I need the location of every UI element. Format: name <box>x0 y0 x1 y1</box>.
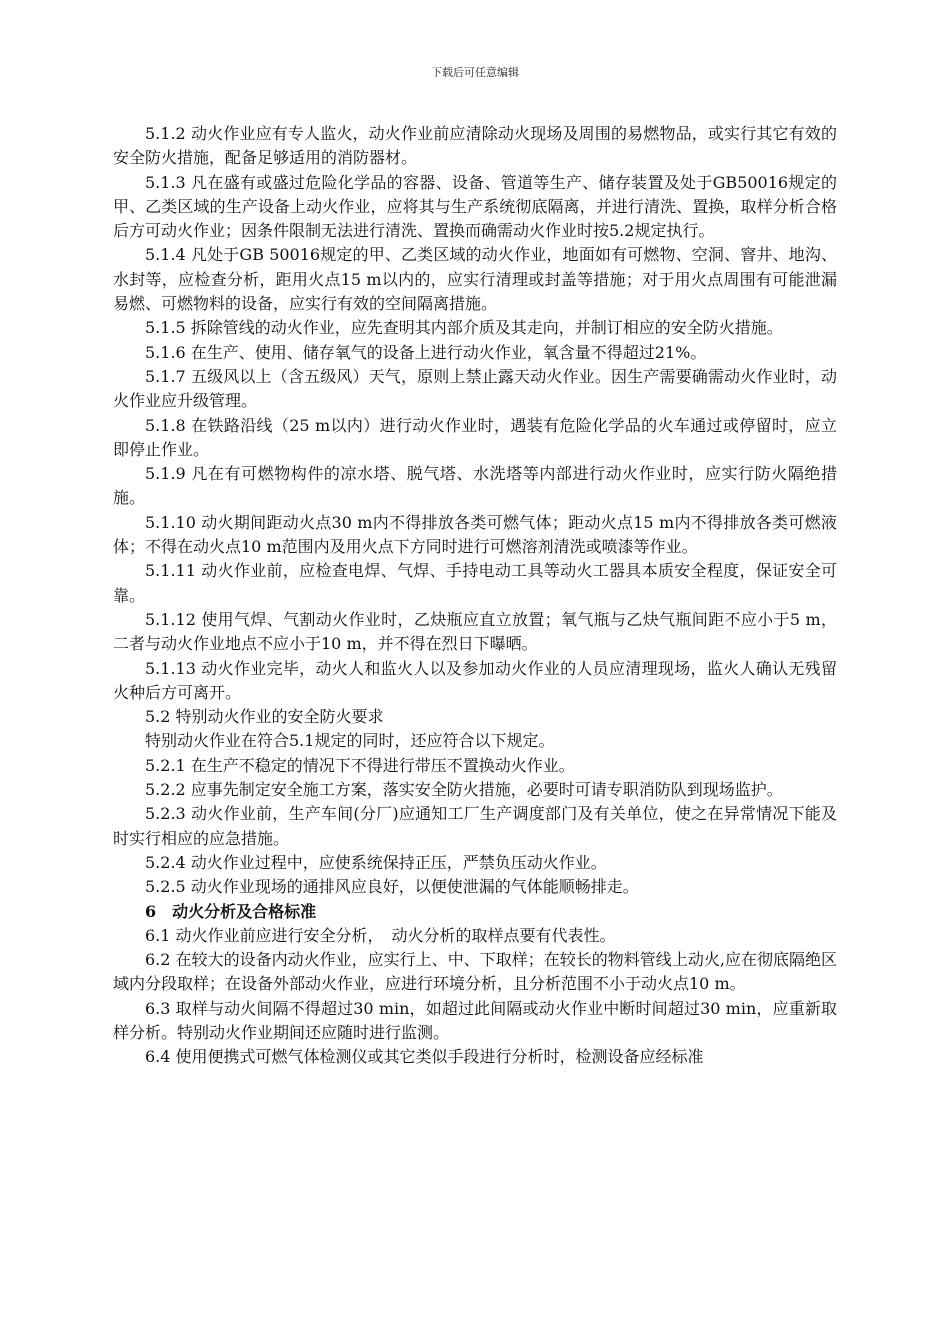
page-header: 下载后可任意编辑 <box>431 66 519 79</box>
clause-5-2-5: 5.2.5 动火作业现场的通排风应良好，以便使泄漏的气体能顺畅排走。 <box>145 877 639 897</box>
clause-5-1-7: 5.1.7 五级风以上（含五级风）天气，原则上禁止露天动火作业。因生产需要确需动火作业时，动火作业应升级管理。 <box>113 366 837 411</box>
clause-5-2-2: 5.2.2 应事先制定安全施工方案，落实安全防火措施，必要时可请专职消防队到现场监护。 <box>145 780 783 800</box>
clause-5-1-12: 5.1.12 使用气焊、气割动火作业时，乙炔瓶应直立放置；氧气瓶与乙炔气瓶间距不应小于5 m，二者与动火作业地点不应小于10 m，并不得在烈日下曝晒。 <box>113 609 837 654</box>
clause-5-1-10: 5.1.10 动火期间距动火点30 m内不得排放各类可燃气体；距动火点15 m内不得排放各类可燃液体；不得在动火点10 m范围内及用火点下方同时进行可燃溶剂清洗或喷漆等作业。 <box>113 512 837 557</box>
section-5-2-intro: 特别动火作业在符合5.1规定的同时，还应符合以下规定。 <box>145 731 555 751</box>
clause-6-2: 6.2 在较大的设备内动火作业，应实行上、中、下取样；在较长的物料管线上动火,应在彻底隔绝区域内分段取样；在设备外部动火作业，应进行环境分析，且分析范围不小于动火点10 m。 <box>113 950 837 994</box>
section-5-2-heading: 5.2 特别动火作业的安全防火要求 <box>145 707 384 727</box>
document-body <box>113 122 837 1070</box>
clause-5-1-13: 5.1.13 动火作业完毕，动火人和监火人以及参加动火作业的人员应清理现场，监火人确认无残留火种后方可离开。 <box>113 658 837 702</box>
clause-5-1-11: 5.1.11 动火作业前，应检查电焊、气焊、手持电动工具等动火工器具本质安全程度，保证安全可靠。 <box>113 561 837 605</box>
clause-5-2-3: 5.2.3 动火作业前，生产车间(分厂)应通知工厂生产调度部门及有关单位，使之在异常情况下能及时实行相应的应急措施。 <box>113 804 837 848</box>
clause-5-1-2: 5.1.2 动火作业应有专人监火，动火作业前应清除动火现场及周围的易燃物品，或实行其它有效的安全防火措施，配备足够适用的消防器材。 <box>113 124 837 168</box>
clause-6-4: 6.4 使用便携式可燃气体检测仪或其它类似手段进行分析时，检测设备应经标准 <box>145 1047 704 1067</box>
clause-5-1-6: 5.1.6 在生产、使用、储存氧气的设备上进行动火作业，氧含量不得超过21%。 <box>145 342 707 362</box>
clause-6-3: 6.3 取样与动火间隔不得超过30 min，如超过此间隔或动火作业中断时间超过30 min，应重新取样分析。特别动火作业期间还应随时进行监测。 <box>113 998 837 1042</box>
clause-5-2-1: 5.2.1 在生产不稳定的情况下不得进行带压不置换动火作业。 <box>145 755 575 775</box>
clause-5-2-4: 5.2.4 动火作业过程中，应使系统保持正压，严禁负压动火作业。 <box>145 852 607 872</box>
clause-5-1-8: 5.1.8 在铁路沿线（25 m以内）进行动火作业时，遇装有危险化学品的火车通过或停留时，应立即停止作业。 <box>113 415 837 459</box>
clause-5-1-9: 5.1.9 凡在有可燃物构件的凉水塔、脱气塔、水洗塔等内部进行动火作业时，应实行防火隔绝措施。 <box>113 464 837 508</box>
section-6-heading: 6 动火分析及合格标准 <box>145 901 317 921</box>
clause-5-1-3: 5.1.3 凡在盛有或盛过危险化学品的容器、设备、管道等生产、储存装置及处于GB50016规定的甲、乙类区域的生产设备上动火作业，应将其与生产系统彻底隔离，并进行清洗、置换，取样分析合格后方可动火作业；因条件限制无法进行清洗、置换而确需动火作业时按5.2规定执行。 <box>113 172 837 241</box>
clause-5-1-5: 5.1.5 拆除管线的动火作业，应先查明其内部介质及其走向，并制订相应的安全防火措施。 <box>145 318 783 338</box>
clause-6-1: 6.1 动火作业前应进行安全分析， 动火分析的取样点要有代表性。 <box>145 925 616 945</box>
clause-5-1-4: 5.1.4 凡处于GB 50016规定的甲、乙类区域的动火作业，地面如有可燃物、空洞、窨井、地沟、水封等，应检查分析，距用火点15 m以内的，应实行清理或封盖等措施；对于用火点周围有可能泄漏易燃、可燃物料的设备，应实行有效的空间隔离措施。 <box>113 245 837 314</box>
